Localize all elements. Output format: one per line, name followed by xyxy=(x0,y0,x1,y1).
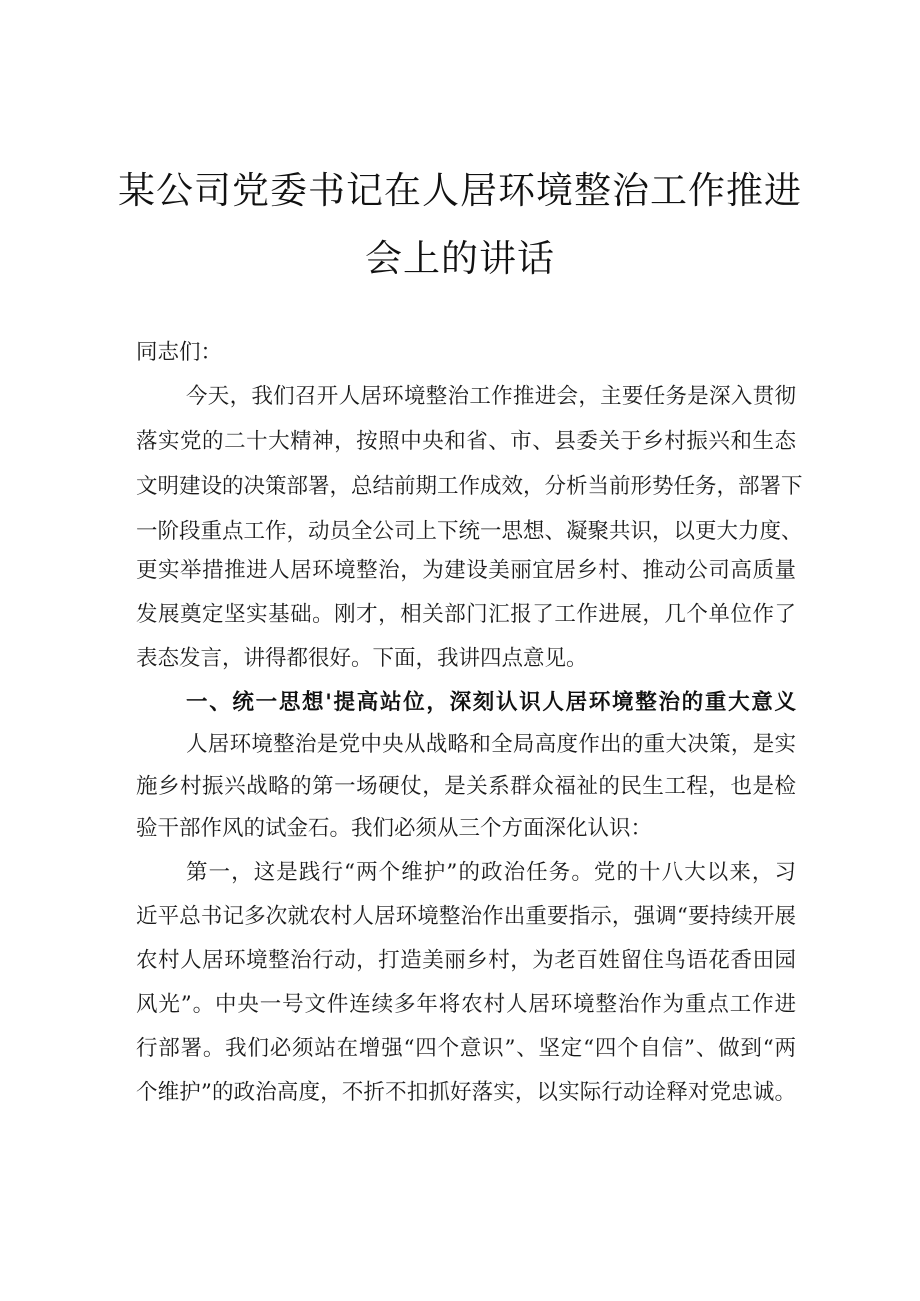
document-title-line-1: 某公司党委书记在人居环境整治工作推进 xyxy=(118,169,802,212)
paragraph-1-line: 表态发言，讲得都很好。下面，我讲四点意见。 xyxy=(136,646,588,671)
paragraph-1-line: 更实举措推进人居环境整治，为建设美丽宜居乡村、推动公司高质量 xyxy=(136,558,796,583)
paragraph-1-line: 文明建设的决策部署，总结前期工作成效，分析当前形势任务，部署下 xyxy=(136,474,803,499)
section-heading-1: 一、统一思想'提高站位，深刻认识人居环境整治的重大意义 xyxy=(186,690,796,715)
paragraph-3-line: 行部署。我们必须站在增强“四个意识”、坚定“四个自信”、做到“两 xyxy=(136,1036,796,1061)
document-title-line-2: 会上的讲话 xyxy=(365,237,555,280)
paragraph-1-line: 一阶段重点工作，动员全公司上下统一思想、凝聚共识，以更大力度、 xyxy=(136,519,803,544)
paragraph-3-line: 个维护”的政治高度，不折不扣抓好落实，以实际行动诠释对党忠诚。 xyxy=(136,1080,796,1105)
paragraph-2-line: 验干部作风的试金石。我们必须从三个方面深化认识： xyxy=(136,816,653,841)
paragraph-1-line: 发展奠定坚实基础。刚才，相关部门汇报了工作进展，几个单位作了 xyxy=(136,602,796,627)
paragraph-2-line: 施乡村振兴战略的第一场硬仗，是关系群众福祉的民生工程，也是检 xyxy=(136,774,796,799)
paragraph-2-line: 人居环境整治是党中央从战略和全局高度作出的重大决策，是实 xyxy=(186,732,796,757)
paragraph-1-line: 今天，我们召开人居环境整治工作推进会，主要任务是深入贯彻 xyxy=(186,384,796,409)
paragraph-3-line: 第一，这是践行“两个维护”的政治任务。党的十八大以来，习 xyxy=(186,860,796,885)
paragraph-3-line: 风光”。中央一号文件连续多年将农村人居环境整治作为重点工作进 xyxy=(136,992,796,1017)
paragraph-3-line: 农村人居环境整治行动，打造美丽乡村，为老百姓留住鸟语花香田园 xyxy=(136,948,796,973)
salutation: 同志们： xyxy=(136,340,223,365)
paragraph-1-line: 落实党的二十大精神，按照中央和省、市、县委关于乡村振兴和生态 xyxy=(136,429,796,454)
paragraph-3-line: 近平总书记多次就农村人居环境整治作出重要指示，强调“要持续开展 xyxy=(136,904,796,929)
